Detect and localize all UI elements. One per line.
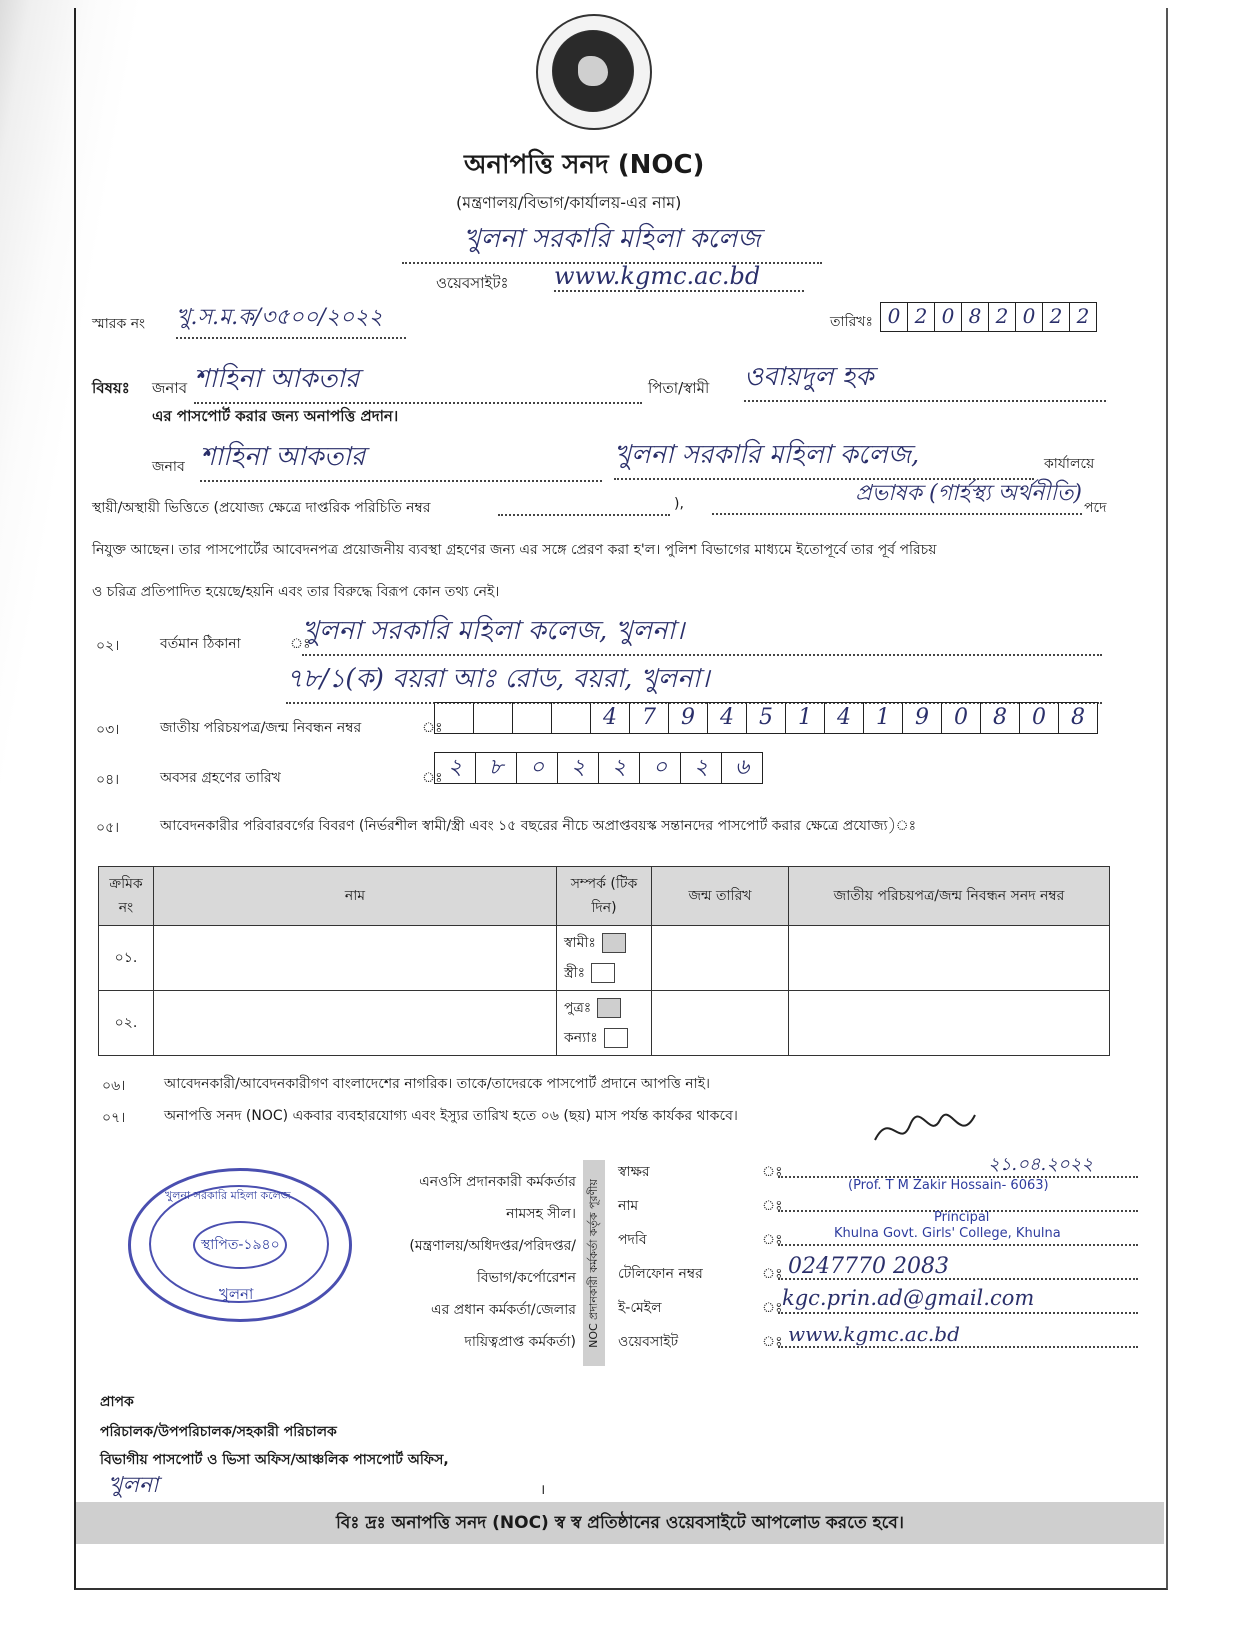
table-row [99,926,1110,991]
field-phone-label: টেলিফোন নম্বর [618,1266,703,1282]
designation: প্রভাষক (গার্হস্থ্য অর্থনীতি) [712,476,1082,515]
field-phone-value: 0247770 2083 [788,1254,949,1279]
row-nid-cell[interactable] [789,991,1110,1056]
officer-desc-line: এর প্রধান কর্মকর্তা/জেলার [430,1302,576,1318]
item-03-number: ০৩। [96,722,120,738]
website-value: www.kgmc.ac.bd [554,262,804,292]
field-website-label: ওয়েবসাইট [618,1334,679,1350]
retire-digit-box: ৮ [476,753,517,783]
col-nid: জাতীয় পরিচয়পত্র/জন্ম নিবন্ধন সনদ নম্বর [789,867,1110,926]
relation-son-label: পুত্রঃ [564,1000,592,1016]
field-name-value: (Prof. T M Zakir Hossain- 6063) [848,1178,1049,1193]
nid-digit-box: 7 [630,703,669,733]
nid-colon: ঃ [422,720,443,736]
nid-digit-box: 8 [1071,705,1085,730]
note-06-number: ০৬। [102,1078,126,1094]
body-janab: জনাব [152,459,185,475]
field-website-value: www.kgmc.ac.bd [788,1322,960,1346]
website-label: ওয়েবসাইটঃ [436,274,509,292]
relation-daughter-label: কন্যাঃ [564,1030,598,1046]
date-digit-box: 0 [881,303,908,331]
father-label: পিতা/স্বামী [648,379,710,397]
date-digit-box: 2 [1076,304,1090,328]
nid-digit-box: 1 [864,703,903,733]
table-row [99,991,1110,1056]
row-name-cell[interactable] [154,991,557,1056]
address-line-1: খুলনা সরকারি মহিলা কলেজ, খুলনা। [302,610,1102,656]
body-line2-prefix: স্থায়ী/অস্থায়ী ভিত্তিতে (প্রযোজ্য ক্ষেত্রে দাপ্তরিক পরিচিতি নম্বর [92,500,431,516]
recipient-line-1: পরিচালক/উপপরিচালক/সহকারী পরিচালক [100,1424,337,1440]
officer-vertical-label [583,1160,605,1366]
nid-digit-box: 9 [669,703,708,733]
field-designation-label: পদবি [618,1232,647,1248]
page-title: অনাপত্তি সনদ (NOC) [464,150,705,180]
col-name: নাম [154,867,557,926]
retire-colon: ঃ [422,770,443,786]
nid-digit-box: 5 [747,703,786,733]
recipient-line-2: বিভাগীয় পাসপোর্ট ও ভিসা অফিস/আঞ্চলিক পাসপোর্ট অফিস, [100,1452,449,1468]
signature-mark [870,1110,980,1150]
footer-note: বিঃ দ্রঃ অনাপত্তি সনদ (NOC) স্ব স্ব প্রতিষ্ঠানের ওয়েবসাইটে আপলোড করতে হবে। [76,1502,1164,1544]
item-02-number: ০২। [96,638,120,654]
field-signature-label: স্বাক্ষর [618,1164,650,1180]
address-label: বর্তমান ঠিকানা [160,636,241,652]
subject-line2: এর পাসপোর্ট করার জন্য অনাপত্তি প্রদান। [152,407,399,425]
retire-label: অবসর গ্রহণের তারিখ [160,770,281,786]
body-line2-suffix: পদে [1084,500,1107,516]
row-nid-cell[interactable] [789,926,1110,991]
field-designation-value: Khulna Govt. Girls' College, Khulna [834,1226,1061,1241]
row-serial: ০২. [99,991,154,1056]
nid-digit-box: 1 [786,703,825,733]
date-digit-box: 2 [1043,303,1070,331]
row-name-cell[interactable] [154,926,557,991]
field-email-label: ই-মেইল [618,1300,662,1316]
body-name: শাহিনা আকতার [200,436,602,482]
col-relation: সম্পর্ক (টিক দিন) [557,867,652,926]
subject-janab: জনাব [152,379,188,397]
body-line2-blank [498,500,670,516]
date-digit-box: 2 [908,303,935,331]
note-06-text: আবেদনকারী/আবেদনকারীগণ বাংলাদেশের নাগরিক। তাকে/তাদেরকে পাসপোর্ট প্রদানে আপত্তি নাই। [164,1076,711,1092]
note-07-text: অনাপত্তি সনদ (NOC) একবার ব্যবহারযোগ্য এবং ইস্যুর তারিখ হতে ০৬ (ছয়) মাস পর্যন্ত কার্যকর থাকবে। [164,1108,738,1124]
nid-digit-box [552,703,591,733]
nid-digit-box: 4 [825,703,864,733]
item-04-number: ০৪। [96,772,120,788]
relation-husband-label: স্বামীঃ [564,935,596,951]
officer-desc-line: এনওসি প্রদানকারী কর্মকর্তার [419,1174,576,1190]
nid-label: জাতীয় পরিচয়পত্র/জন্ম নিবন্ধন নম্বর [160,720,362,736]
seal-established: স্থাপিত-১৯৪০ [201,1237,280,1253]
retire-digit-box: ৬ [734,755,750,780]
nid-digit-box [513,703,552,733]
body-line2-mid: ), [674,496,684,512]
retire-boxes [434,752,763,784]
memo-value: খু.স.ম.ক/৩৫০০/২০২২ [176,300,406,339]
field-email-value: kgc.prin.ad@gmail.com [782,1286,1035,1310]
note-07-number: ০৭। [102,1110,126,1126]
nid-digit-box: 0 [1020,703,1059,733]
college-seal [128,1168,352,1322]
retire-digit-box: ২ [558,753,599,783]
nid-digit-box: 0 [942,703,981,733]
nid-digit-box: 8 [981,703,1020,733]
item-05-number: ০৫। [96,820,120,836]
nid-digit-box: 4 [708,703,747,733]
daughter-checkbox[interactable] [604,1028,628,1048]
father-value: ওবায়দুল হক [744,356,1106,402]
address-line-2: ৭৮/১(ক) বয়রা আঃ রোড, বয়রা, খুলনা। [286,658,1102,704]
officer-vertical-text: NOC প্রদানকারী কর্মকর্তা কর্তৃক পূরণীয় [586,1178,600,1348]
date-digit-box: 0 [1016,303,1043,331]
officer-desc-line: নামসহ সীল। [506,1206,576,1222]
family-table [98,866,1110,1056]
col-dob: জন্ম তারিখ [652,867,789,926]
nid-digit-box [435,703,474,733]
date-digit-box: 2 [989,303,1016,331]
officer-desc-line: (মন্ত্রণালয়/অধিদপ্তর/পরিদপ্তর/ [409,1238,576,1254]
officer-fields: স্বাক্ষর ঃ ২১.০৪.২০২২ নাম ঃ (Prof. T M Zakir Hossain- 6063) পদবি ঃ Principal Khulna Govt. Girls' College, Khulna টেলিফোন নম্বর ঃ 0247770 2083 ই-মেইল ঃ kgc.prin.ad@gmail.com ওয়েবসাইট ঃ www.kgmc.ac.bd [618,1160,1158,1364]
date-digit-box: 8 [962,303,989,331]
nid-digit-box [474,703,513,733]
date-digit-box: 0 [935,303,962,331]
son-checkbox[interactable] [597,998,621,1018]
office-name: খুলনা সরকারি মহিলা কলেজ [402,218,822,264]
memo-label: স্মারক নং [92,316,146,332]
retire-digit-box: ২ [435,753,476,783]
relation-wife-label: স্ত্রীঃ [564,965,586,981]
row-dob-cell[interactable] [652,926,789,991]
family-label: আবেদনকারীর পরিবারবর্গের বিবরণ (নির্ভরশীল স্বামী/স্ত্রী এবং ১৫ বছরের নীচে অপ্রাপ্তবয়স্ক সন্তানদের পাসপোর্ট করার ক্ষেত্রে প্রযোজ্য)ঃ [160,818,917,834]
retire-digit-box: ০ [640,753,681,783]
officer-desc-line: বিভাগ/কর্পোরেশন [476,1270,576,1286]
field-name-label: নাম [618,1198,639,1214]
wife-checkbox[interactable] [591,963,615,983]
government-emblem [536,14,652,130]
seal-top-text: খুলনা সরকারি মহিলা কলেজ [165,1189,291,1202]
subject-label: বিষয়ঃ [92,379,130,397]
subject-name: শাহিনা আকতার [194,358,642,404]
body-office-suffix: কার্যালয়ে [1044,456,1095,472]
recipient-label: প্রাপক [100,1394,134,1410]
col-serial: ক্রমিক নং [99,867,154,926]
row-dob-cell[interactable] [652,991,789,1056]
recipient-end: । [540,1482,546,1498]
date-boxes [880,302,1097,332]
body-paragraph: নিযুক্ত আছেন। তার পাসপোর্টের আবেদনপত্র প্রয়োজনীয় ব্যবস্থা গ্রহণের জন্য এর সঙ্গে প্রেরণ করা হ'ল। পুলিশ বিভাগের মাধ্যমে ইতোপূর্বে তার পূর্ব পরিচয় [92,542,937,558]
nid-digit-box: 9 [903,703,942,733]
seal-city: খুলনা [219,1285,254,1303]
recipient-city: খুলনা [108,1468,538,1507]
principal-stamp: Principal [934,1210,990,1225]
row-relation-cell [557,926,652,991]
body-office: খুলনা সরকারি মহিলা কলেজ, [614,434,1034,480]
nid-boxes [434,702,1098,734]
husband-checkbox[interactable] [602,933,626,953]
address-colon: ঃ [290,636,311,652]
field-signature-value: ২১.০৪.২০২২ [988,1154,1094,1175]
page-subtitle: (মন্ত্রণালয়/বিভাগ/কার্যালয়-এর নাম) [456,193,682,212]
officer-desc-line: দায়িত্বপ্রাপ্ত কর্মকর্তা) [464,1334,576,1350]
date-label: তারিখঃ [830,314,873,330]
row-relation-cell [557,991,652,1056]
retire-digit-box: ২ [681,753,722,783]
body-paragraph-2: ও চরিত্র প্রতিপাদিত হয়েছে/হয়নি এবং তার বিরুদ্ধে বিরূপ কোন তথ্য নেই। [92,584,500,600]
nid-digit-box: 4 [591,703,630,733]
retire-digit-box: ০ [517,753,558,783]
retire-digit-box: ২ [599,753,640,783]
row-serial: ০১. [99,926,154,991]
